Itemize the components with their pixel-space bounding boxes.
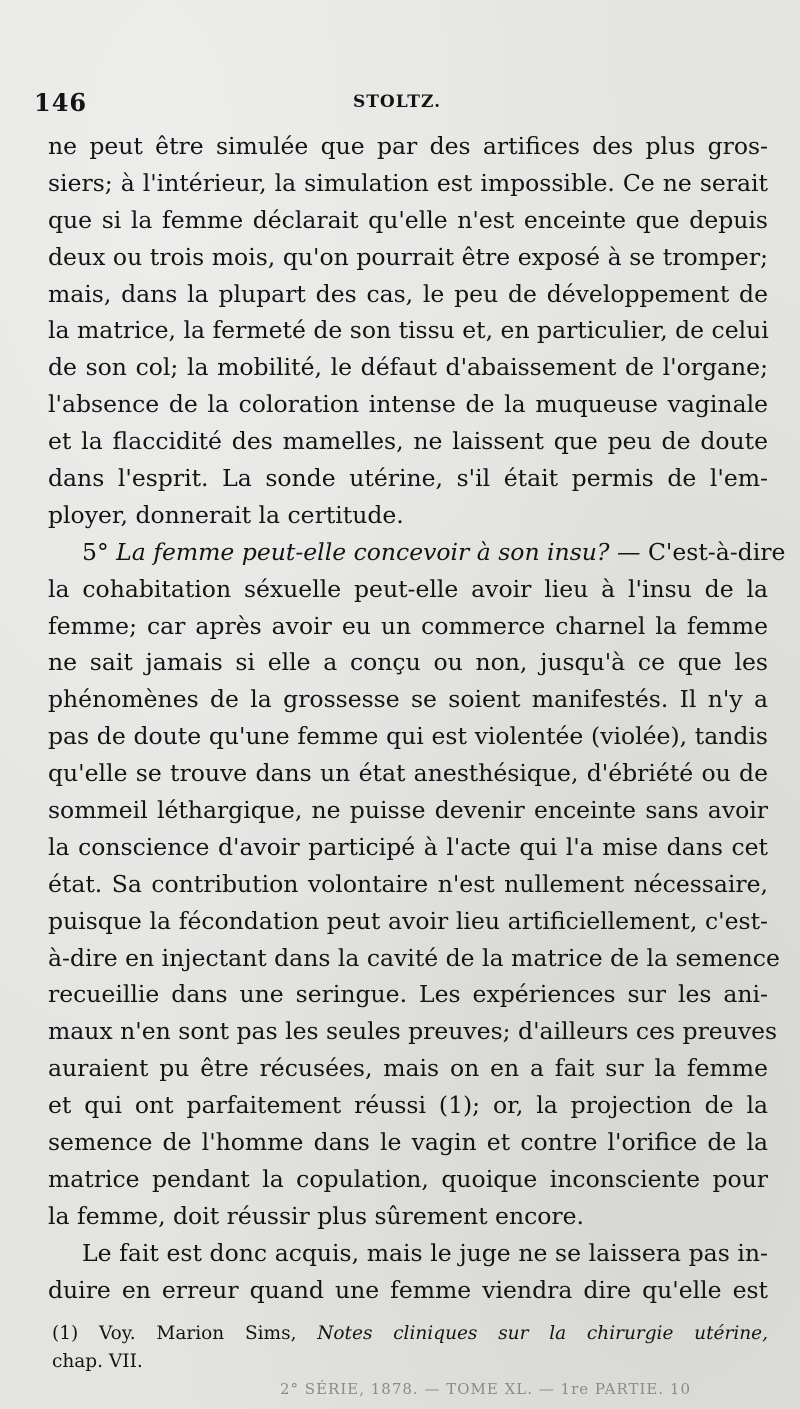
text-line: la conscience d'avoir participé à l'acte qui l'a mise dans cet [48, 832, 768, 861]
text-line: ne peut être simulée que par des artifices des plus gros- [48, 132, 768, 160]
text-line: auraient pu être récusées, mais on en a fait sur la femme [48, 1054, 768, 1083]
body-text [48, 128, 786, 1309]
text-line: femme; car après avoir eu un commerce charnel la femme [48, 611, 768, 640]
text-line: deux ou trois mois, qu'on pourrait être exposé à se tromper; [48, 242, 768, 271]
text-line: la cohabitation séxuelle peut-elle avoir lieu à l'insu de la [48, 574, 768, 603]
text-line: duire en erreur quand une femme viendra dire qu'elle est [48, 1275, 768, 1304]
text-line: puisque la fécondation peut avoir lieu artificiellement, c'est- [48, 906, 768, 935]
text-line: recueillie dans une seringue. Les expériences sur les ani- [48, 980, 768, 1009]
text-line: Le fait est donc acquis, mais le juge ne se laissera pas in- [82, 1238, 768, 1267]
footnote-line [52, 1320, 768, 1348]
text-line: ployer, donnerait la certitude. [48, 500, 404, 529]
footnote [52, 1320, 768, 1376]
text-line: maux n'en sont pas les seules preuves; d'ailleurs ces preuves [48, 1017, 778, 1046]
text-line: état. Sa contribution volontaire n'est nullement nécessaire, [48, 869, 768, 898]
text-line: pas de doute qu'une femme qui est violentée (violée), tandis [48, 722, 768, 751]
text-line: à-dire en injectant dans la cavité de la matrice de la semence [48, 943, 780, 972]
text-line: de son col; la mobilité, le défaut d'abaissement de l'organe; [48, 353, 768, 382]
footnote-title: Notes cliniques sur la chirurgie utérine, [317, 1323, 768, 1344]
item-number: 5° [82, 537, 117, 566]
text-line: la femme, doit réussir plus sûrement encore. [48, 1201, 585, 1230]
text-line: mais, dans la plupart des cas, le peu de développement de [48, 279, 768, 308]
italic-question: La femme peut-elle concevoir à son insu? [116, 537, 610, 566]
text-line: dans l'esprit. La sonde utérine, s'il était permis de l'em- [48, 464, 768, 493]
text-line: et la flaccidité des mamelles, ne laissent que peu de doute [48, 427, 768, 456]
text-line: matrice pendant la copulation, quoique inconsciente pour [48, 1164, 768, 1193]
page-number: 146 [34, 88, 88, 117]
signature-mark: 2° SÉRIE, 1878. — TOME XL. — 1re PARTIE. 10 [280, 1380, 691, 1398]
text-line: que si la femme déclarait qu'elle n'est enceinte que depuis [48, 205, 768, 234]
text-line: ne sait jamais si elle a conçu ou non, jusqu'à ce que les [48, 648, 768, 677]
text-line: sommeil léthargique, ne puisse devenir enceinte sans avoir [48, 796, 768, 825]
text-line: siers; à l'intérieur, la simulation est impossible. Ce ne serait [48, 168, 768, 197]
footnote-line: chap. VII. [52, 1351, 143, 1372]
text-line: semence de l'homme dans le vagin et contre l'orifice de la [48, 1128, 768, 1157]
item-continuation: — C'est-à-dire [609, 537, 786, 566]
text-line: la matrice, la fermeté de son tissu et, en particulier, de celui [48, 316, 769, 345]
text-line: qu'elle se trouve dans un état anesthésique, d'ébriété ou de [48, 759, 768, 788]
footnote-ref: (1) Voy. Marion Sims, [52, 1323, 318, 1344]
text-line: et qui ont parfaitement réussi (1); or, la projection de la [48, 1091, 768, 1120]
page-header [34, 88, 760, 118]
text-line: phénomènes de la grossesse se soient manifestés. Il n'y a [48, 685, 768, 714]
running-head: STOLTZ. [353, 92, 441, 112]
text-line-italic-heading [48, 534, 786, 571]
text-line: l'absence de la coloration intense de la muqueuse vaginale [48, 390, 768, 419]
